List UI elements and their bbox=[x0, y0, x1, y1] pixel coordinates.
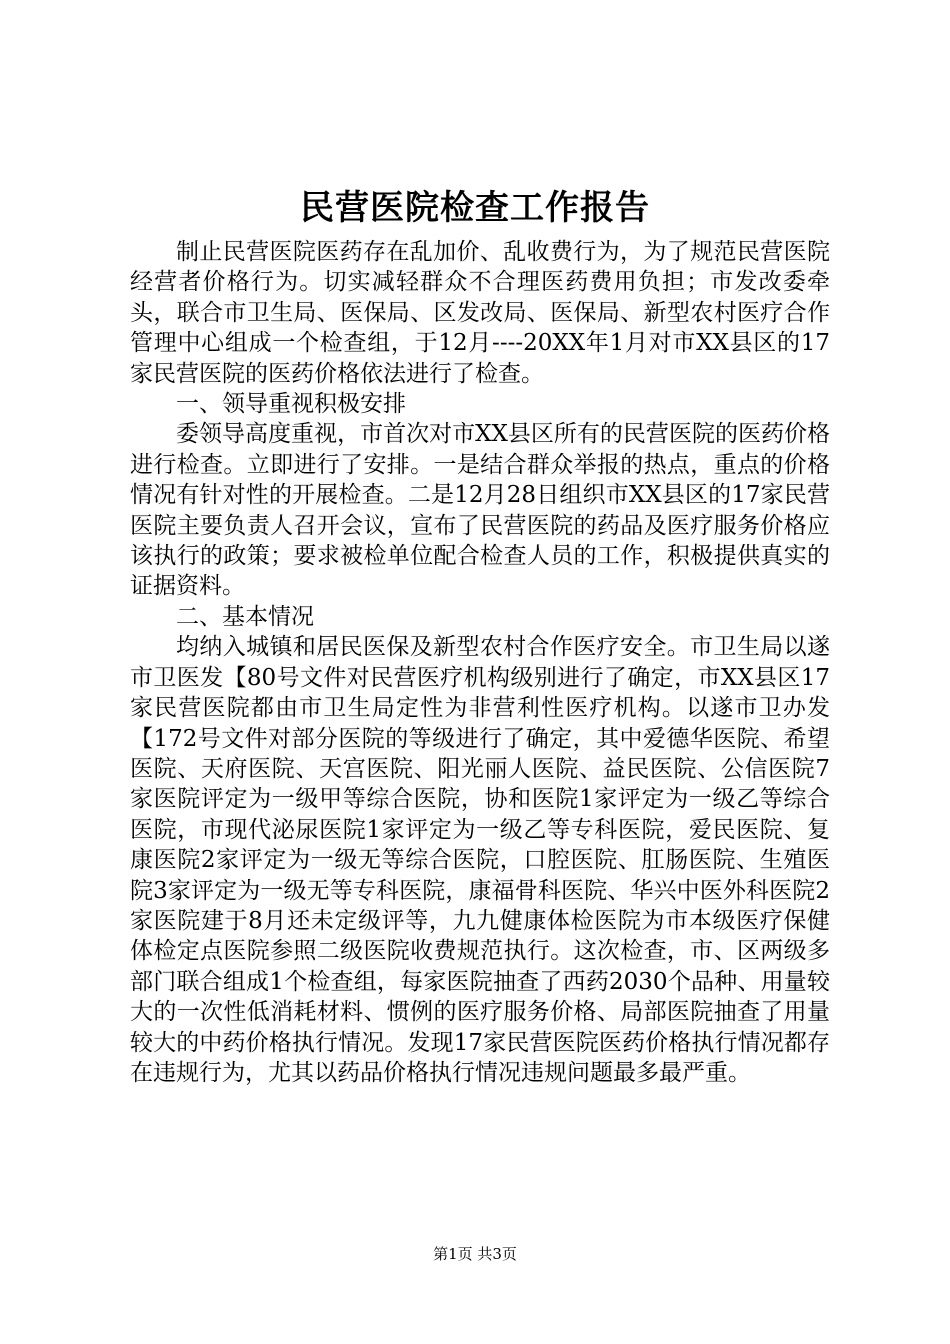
section-1-paragraph: 委领导高度重视，市首次对市XX县区所有的民营医院的医药价格进行检查。立即进行了安排。一是结合群众举报的热点，重点的价格情况有针对性的开展检查。二是12月28日组织市XX县区的17家民营医院主要负责人召开会议，宣布了民营医院的药品及医疗服务价格应该执行的政策；要求被检单位配合检查人员的工作，积极提供真实的证据资料。 bbox=[130, 421, 830, 600]
section-heading-2: 二、基本情况 bbox=[176, 603, 314, 630]
section-2-paragraph: 均纳入城镇和居民医保及新型农村合作医疗安全。市卫生局以遂市卫医发【80号文件对民营医疗机构级别进行了确定，市XX县区17家民营医院都由市卫生局定性为非营利性医疗机构。以遂市卫办发【172号文件对部分医院的等级进行了确定，其中爱德华医院、希望医院、天府医院、天宫医院、阳光丽人医院、益民医院、公信医院7家医院评定为一级甲等综合医院，协和医院1家评定为一级乙等综合医院，市现代泌尿医院1家评定为一级乙等专科医院，爱民医院、复康医院2家评定为一级无等综合医院，口腔医院、肛肠医院、生殖医院3家评定为一级无等专科医院，康福骨科医院、华兴中医外科医院2家医院建于8月还未定级评等，九九健康体检医院为市本级医疗保健体检定点医院参照二级医院收费规范执行。这次检查，市、区两级多部门联合组成1个检查组，每家医院抽查了西药2030个品种、用量较大的一次性低消耗材料、惯例的医疗服务价格、局部医院抽查了用量较大的中药价格执行情况。发现17家民营医院医药价格执行情况都存在违规行为，尤其以药品价格执行情况违规问题最多最严重。 bbox=[130, 634, 830, 1086]
section-heading-1: 一、领导重视积极安排 bbox=[176, 391, 406, 418]
page-footer: 第1页 共3页 bbox=[433, 1245, 517, 1263]
document-title: 民营医院检查工作报告 bbox=[300, 188, 650, 228]
document-body bbox=[130, 237, 830, 1088]
intro-paragraph: 制止民营医院医药存在乱加价、乱收费行为，为了规范民营医院经营者价格行为。切实减轻群众不合理医药费用负担；市发改委牵头，联合市卫生局、医保局、区发改局、医保局、新型农村医疗合作管理中心组成一个检查组，于12月----20XX年1月对市XX县区的17家民营医院的医药价格依法进行了检查。 bbox=[130, 239, 830, 387]
